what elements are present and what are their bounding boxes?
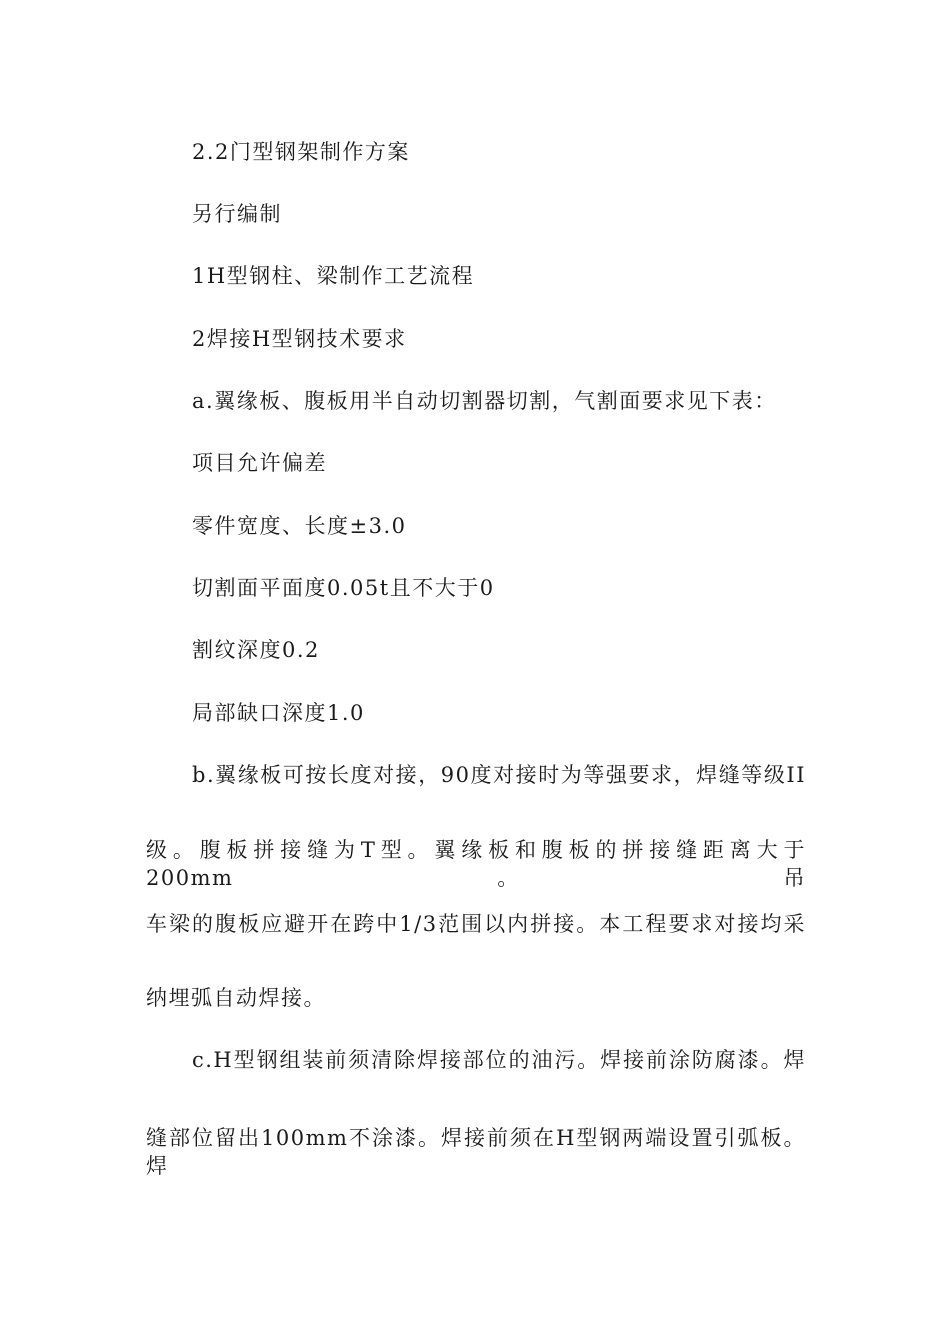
text-line: a.翼缘板、腹板用半自动切割器切割，气割面要求见下表： (192, 389, 777, 413)
table-row-line: 局部缺口深度1.0 (192, 701, 365, 725)
table-row-line: 割纹深度0.2 (192, 638, 320, 662)
text-line: 另行编制 (192, 202, 282, 226)
table-header-line: 项目允许偏差 (192, 451, 327, 475)
text-line: 2焊接H型钢技术要求 (192, 327, 407, 351)
paragraph-c-line: 缝部位留出100mm不涂漆。焊接前须在H型钢两端设置引弧板。焊 (146, 1126, 806, 1178)
paragraph-b-line: 车梁的腹板应避开在跨中1/3范围以内拼接。本工程要求对接均采 (146, 912, 806, 936)
paragraph-b-line: 纳埋弧自动焊接。 (146, 986, 326, 1010)
paragraph-b-line: b.翼缘板可按长度对接，90度对接时为等强要求，焊缝等级II (192, 763, 806, 787)
table-row-line: 零件宽度、长度±3.0 (192, 514, 407, 538)
paragraph-c-line: c.H型钢组装前须清除焊接部位的油污。焊接前涂防腐漆。焊 (192, 1048, 806, 1072)
section-heading: 2.2门型钢架制作方案 (192, 140, 410, 164)
paragraph-b-line: 级。腹板拼接缝为T型。翼缘板和腹板的拼接缝距离大于200mm。吊 (146, 838, 806, 890)
table-row-line: 切割面平面度0.05t且不大于0 (192, 576, 495, 600)
text-line: 1H型钢柱、梁制作工艺流程 (192, 264, 475, 288)
